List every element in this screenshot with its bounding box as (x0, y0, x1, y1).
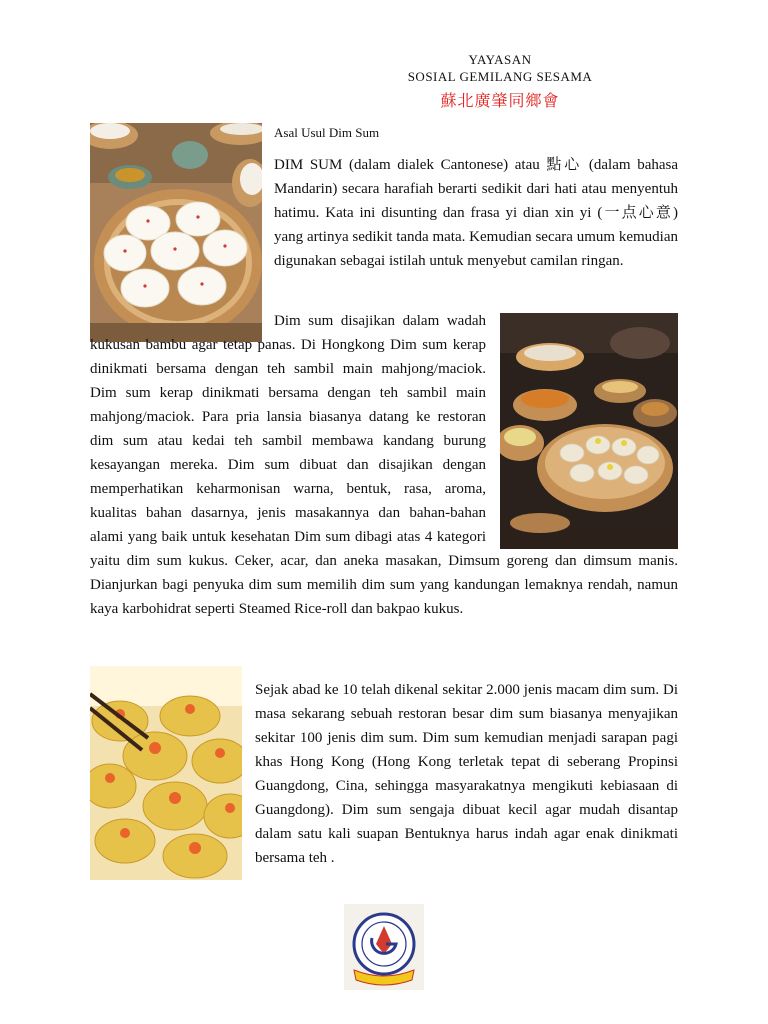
article-title: Asal Usul Dim Sum (274, 125, 380, 140)
paragraph-history-section (90, 678, 678, 880)
paragraph-intro: DIM SUM (dalam dialek Cantonese) atau 點心 (dalam bahasa Mandarin) secara harafiah berarti sedikit dari hati atau menyentuh hatimu. Kata ini disunting dan frasa yi dian xin yi (一点心意) yang artinya sedikit tanda mata. Kemudian secara umum kemudian digunakan sebagai istilah untuk menyebut camilan ringan. (274, 157, 678, 269)
paragraph-serving-section (90, 309, 678, 621)
paragraph-history: Sejak abad ke 10 telah dikenal sekitar 2.000 jenis macam dim sum. Di masa sekarang sebuah restoran besar dim sum biasanya menyajikan sekitar 100 jenis dim sum. Dim sum kemudian menjadi sarapan pagi khas Hong Kong (Hong Kong terletak tepat di seberang Propinsi Guangdong, Cina, sehingga masyarakatnya mengikuti kebiasaan di Guangdong). Dim sum sengaja dibuat kecil agar mudah disantap dalam satu kali suapan Bentuknya harus indah agar enak dinikmati bersama teh . (255, 682, 678, 866)
paragraph-serving-text: Dim sum disajikan dalam wadah kukusan bambu agar tetap panas. Di Hongkong Dim sum kerap dinikmati bersama dengan teh sambil main mahjong/maciok. Dim sum kerap dinikmati bersama dengan teh sambil main mahjong/maciok. Para pria lansia biasanya datang ke restoran dim sum atau kedai teh sambil membawa kandang burung kesayangan mereka. Dim sum dibuat dan disajikan dengan memperhatikan keharmonisan warna, bentuk, rasa, aroma, kualitas bahan dasarnya, jenis masakannya dan bahan-bahan alami yang baik untuk kesehatan Dim sum dibagi atas 4 kategori yaitu dim sum kukus. Ceker, acar, dan aneka masakan, Dimsum goreng dan dimsum manis. Dianjurkan bagi penyuka dim sum memilih dim sum yang kandungan lemaknya rendah, namun kaya karbohidrat seperti Steamed Rice-roll dan bakpao kukus. (90, 313, 678, 617)
org-name-line1: YAYASAN (468, 52, 532, 67)
siomay-chopsticks-photo (90, 666, 242, 880)
org-name-line2: SOSIAL GEMILANG SESAMA (407, 69, 593, 84)
org-chinese-name: 蘇北廣肇同鄉會 (440, 93, 560, 110)
foundation-logo (344, 904, 424, 990)
dimsum-table-photo (500, 313, 678, 549)
